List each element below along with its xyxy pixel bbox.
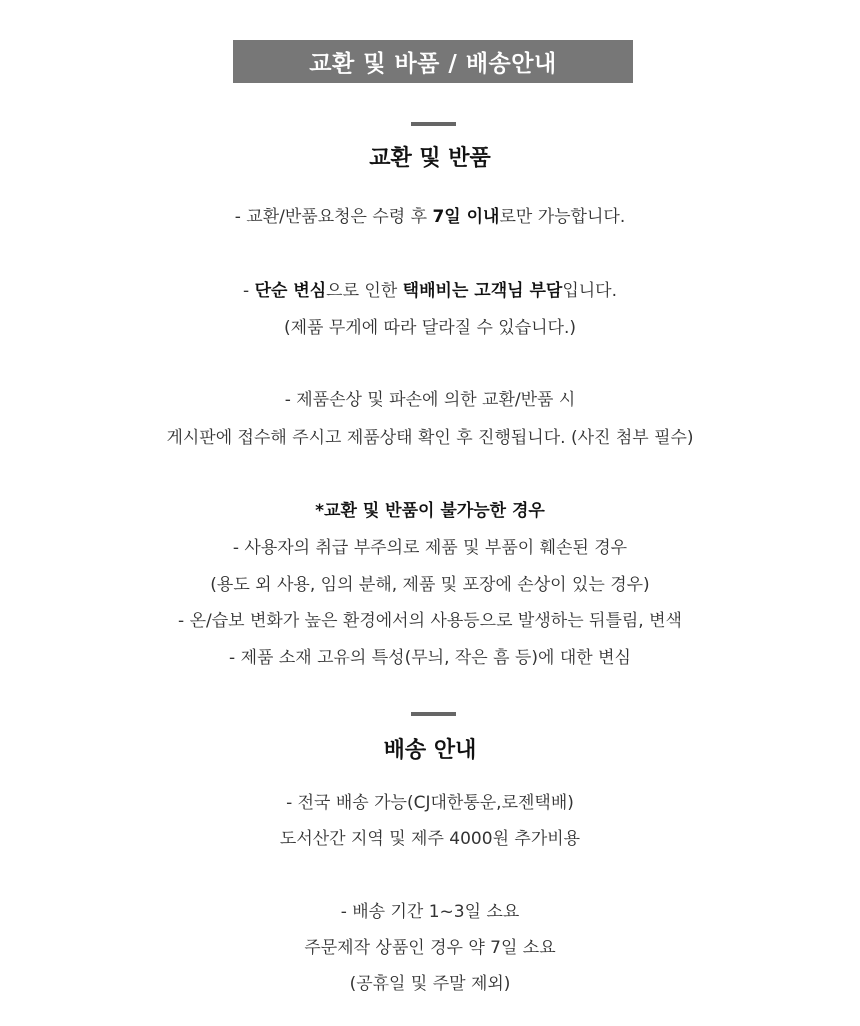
section-divider-delivery [411, 712, 456, 716]
shipping-fee-highlight-1: 단순 변심 [254, 281, 327, 301]
shipping-fee-text-2: 으로 인한 [326, 281, 403, 301]
exchange-period-line [0, 202, 860, 227]
exchange-period-text-2: 로만 가능합니다. [499, 207, 626, 227]
shipping-fee-highlight-2: 택배비는 고객님 부담 [402, 281, 563, 301]
delivery-heading: 배송 안내 [383, 738, 477, 763]
damage-exchange-line: - 제품손상 및 파손에 의한 교환/반품 시 [284, 390, 576, 410]
section-divider-exchange [411, 122, 456, 126]
shipping-fee-text-3: 입니다. [562, 281, 617, 301]
delivery-extra-cost-line: 도서산간 지역 및 제주 4000원 추가비용 [279, 829, 581, 849]
not-exchangeable-title [0, 496, 860, 521]
page-banner-title: 교환 및 바품 / 배송안내 [233, 40, 633, 83]
board-submission-line: 게시판에 접수해 주시고 제품상태 확인 후 진행됩니다. (사진 첨부 필수) [166, 428, 694, 448]
not-exchangeable-item-4: - 제품 소재 고유의 특성(무늬, 작은 흠 등)에 대한 변심 [229, 648, 631, 668]
exchange-period-text-1: - 교환/반품요청은 수령 후 [234, 207, 433, 227]
holiday-exclusion-line: (공휴일 및 주말 제외) [349, 974, 511, 994]
not-exchangeable-item-1: - 사용자의 취급 부주의로 제품 및 부품이 훼손된 경우 [232, 538, 628, 558]
weight-note-line: (제품 무게에 따라 달라질 수 있습니다.) [283, 318, 577, 338]
delivery-carrier-line: - 전국 배송 가능(CJ대한통운,로젠택배) [286, 793, 574, 813]
not-exchangeable-item-2: (용도 외 사용, 임의 분해, 제품 및 포장에 손상이 있는 경우) [210, 575, 650, 595]
delivery-period-line: - 배송 기간 1~3일 소요 [340, 902, 520, 922]
shipping-fee-line [0, 276, 860, 301]
shipping-fee-text-1: - [243, 281, 255, 301]
not-exchangeable-item-3: - 온/습보 변화가 높은 환경에서의 사용등으로 발생하는 뒤틀림, 변색 [178, 611, 682, 631]
not-exchangeable-title-text: *교환 및 반품이 불가능한 경우 [315, 501, 545, 521]
exchange-period-highlight: 7일 이내 [432, 207, 500, 227]
exchange-heading: 교환 및 반품 [369, 146, 491, 171]
custom-order-period-line: 주문제작 상품인 경우 약 7일 소요 [304, 938, 556, 958]
